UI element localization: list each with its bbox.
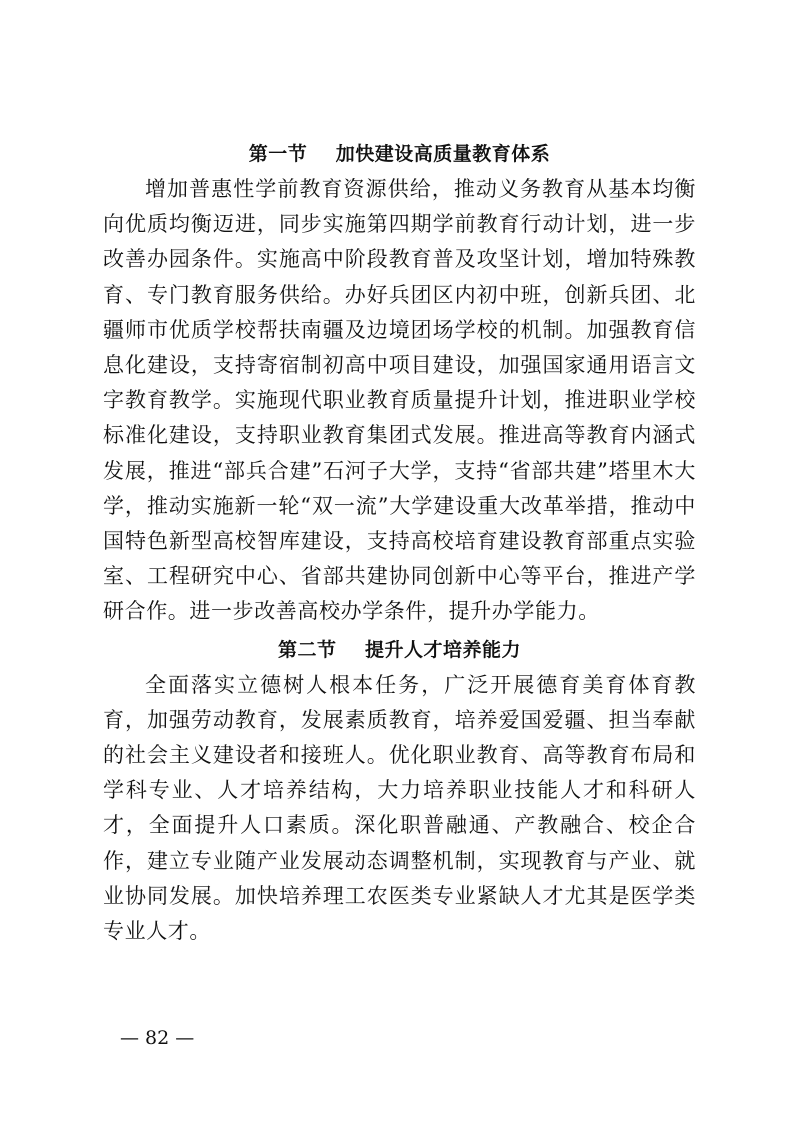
section-paragraph-2: 全面落实立德树人根本任务，广泛开展德育美育体育教育，加强劳动教育，发展素质教育，培养爱国爱疆、担当奉献的社会主义建设者和接班人。优化职业教育、高等教育布局和学科专业、人才培养结构，大力培养职业技能人才和科研人才，全面提升人口素质。深化职普融通、产教融合、校企合作，建立专业随产业发展动态调整机制，实现教育与产业、就业协同发展。加快培养理工农医类专业紧缺人才尤其是医学类专业人才。: [103, 672, 696, 944]
page-number: — 82 —: [120, 1027, 195, 1049]
section-paragraph-1: 增加普惠性学前教育资源供给，推动义务教育从基本均衡向优质均衡迈进，同步实施第四期学前教育行动计划，进一步改善办园条件。实施高中阶段教育普及攻坚计划，增加特殊教育、专门教育服务供给。办好兵团区内初中班，创新兵团、北疆师市优质学校帮扶南疆及边境团场学校的机制。加强教育信息化建设，支持寄宿制初高中项目建设，加强国家通用语言文字教育教学。实施现代职业教育质量提升计划，推进职业学校标准化建设，支持职业教育集团式发展。推进高等教育内涵式发展，推进“部兵合建”石河子大学，支持“省部共建”塔里木大学，推动实施新一轮“双一流”大学建设重大改革举措，推动中国特色新型高校智库建设，支持高校培育建设教育部重点实验室、工程研究中心、省部共建协同创新中心等平台，推进产学研合作。进一步改善高校办学条件，提升办学能力。: [103, 177, 696, 624]
section-heading-1: 第一节 加快建设高质量教育体系: [248, 143, 551, 165]
section-heading-2: 第二节 提升人才培养能力: [278, 638, 521, 661]
page-content: [103, 136, 696, 949]
